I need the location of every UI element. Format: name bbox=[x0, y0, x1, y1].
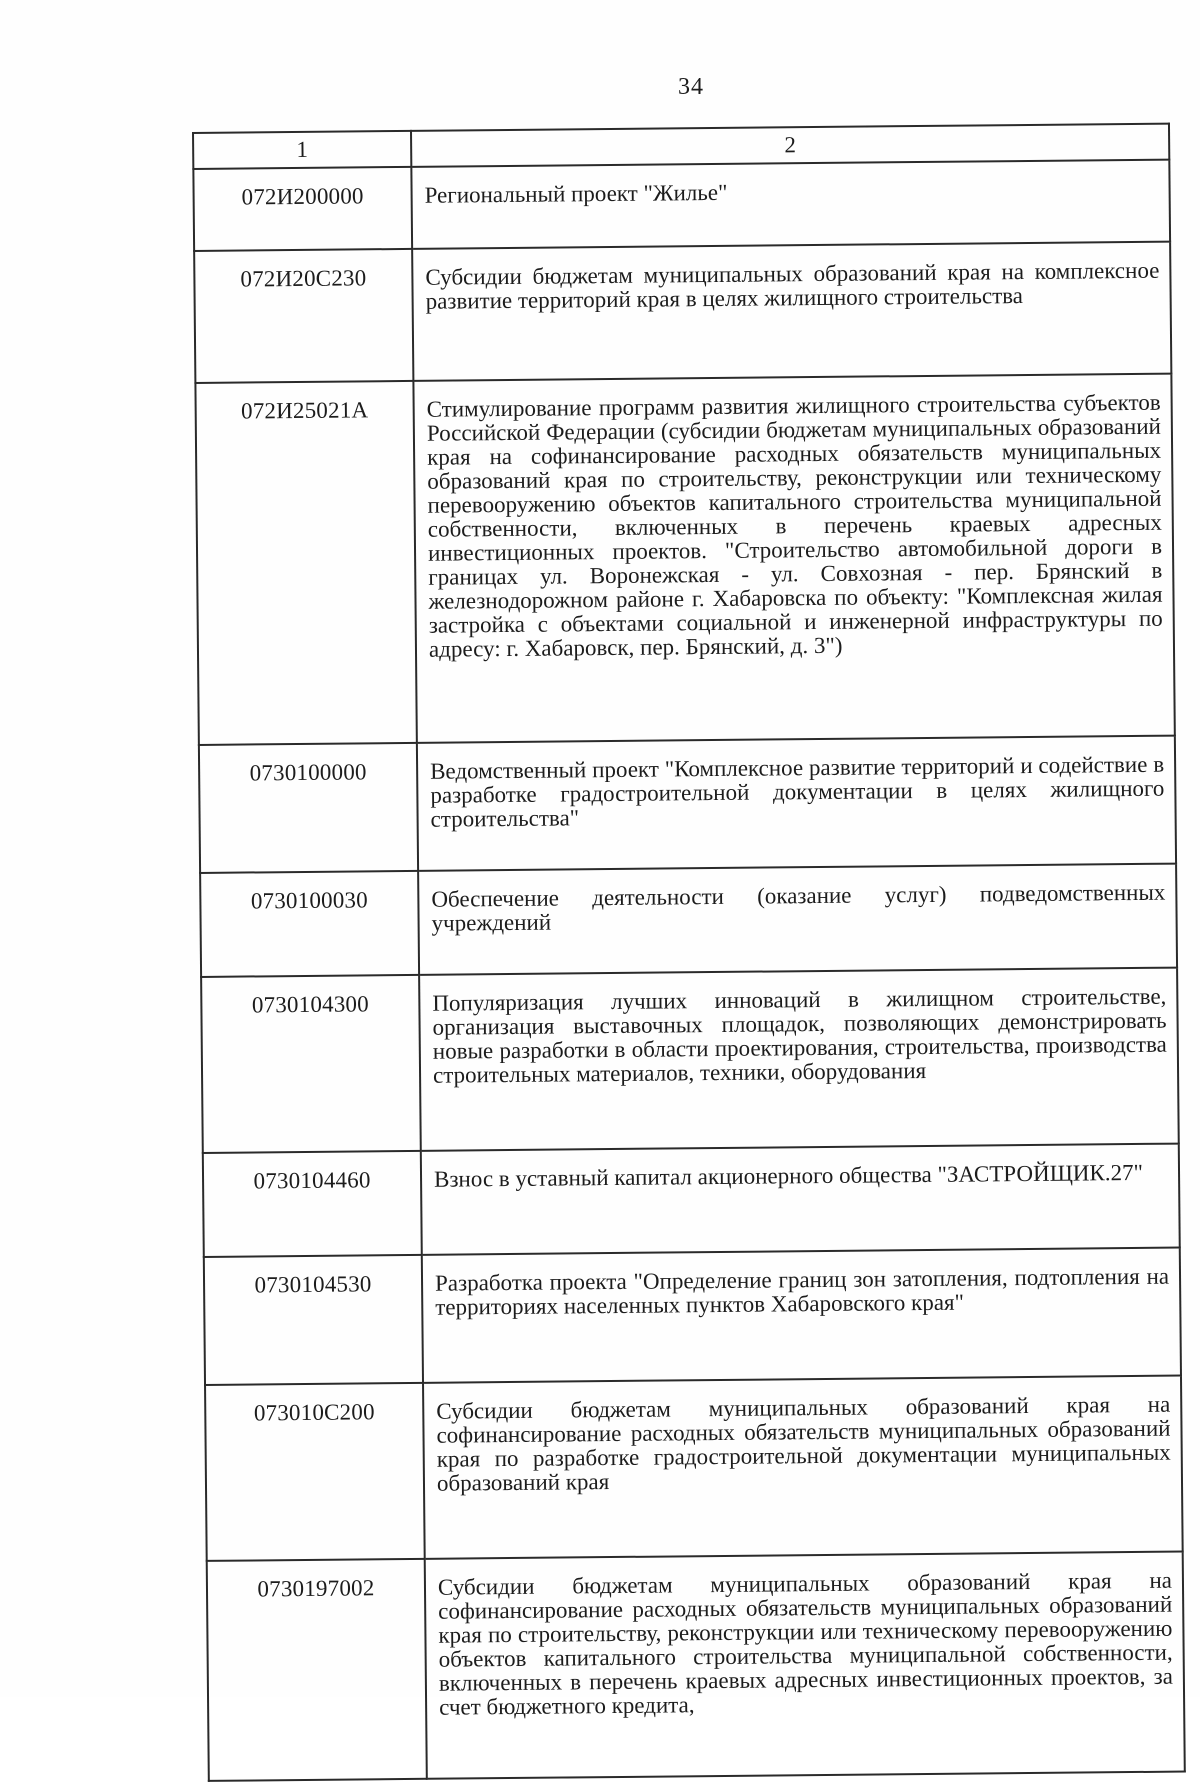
row-description: Популяризация лучших инноваций в жилищном строительстве, организация выставочных площадок, позволяющих демонстрировать новые разработки в области проектирования, строительства, производства строительных материалов, техники, оборудования bbox=[419, 968, 1179, 1151]
table-row bbox=[193, 160, 1170, 251]
row-code: 0730104460 bbox=[203, 1151, 422, 1257]
row-code: 072И25021А bbox=[195, 381, 416, 745]
row-description: Стимулирование программ развития жилищного строительства субъектов Российской Федерации (субсидии бюджетам муниципальных образований края на софинансирование расходных обязательств муниципальных образований края по строительству, реконструкции или техническому перевооружению объектов капитального строительства муниципальной собственности, включенных в перечень краевых адресных инвестиционных проектов. "Строительство автомобильной дороги в границах ул. Воронежская - ул. Совхозная - пер. Брянский в железнодорожном районе г. Хабаровска по объекту: "Комплексная жилая застройка с объектами социальной и инженерной инфраструктуры по адресу: г. Хабаровск, пер. Брянский, д. 3") bbox=[413, 374, 1174, 743]
row-code: 072И200000 bbox=[193, 167, 412, 251]
budget-code-table bbox=[192, 123, 1186, 1782]
row-description: Взнос в уставный капитал акционерного общества "ЗАСТРОЙЩИК.27" bbox=[421, 1144, 1180, 1255]
table-row bbox=[203, 1144, 1180, 1257]
row-code: 0730104300 bbox=[201, 975, 421, 1153]
row-description: Обеспечение деятельности (оказание услуг) подведомственных учреждений bbox=[418, 864, 1177, 975]
row-code: 073010С200 bbox=[205, 1383, 425, 1561]
column-header-description: 2 bbox=[411, 124, 1169, 167]
row-description: Субсидии бюджетам муниципальных образований края на софинансирование расходных обязательств муниципальных образований края по строительству, реконструкции или техническому перевооружению объектов капитального строительства муниципальной собственности, включенных в перечень краевых адресных инвестиционных проектов, за счет бюджетного кредита, bbox=[425, 1552, 1185, 1779]
row-code: 0730100030 bbox=[200, 871, 419, 977]
page-number: 34 bbox=[678, 74, 704, 100]
table-row bbox=[207, 1552, 1185, 1781]
row-description: Ведомственный проект "Комплексное развитие территорий и содействие в разработке градостроительной документации в целях жилищного строительства" bbox=[417, 736, 1176, 871]
row-description: Региональный проект "Жилье" bbox=[411, 160, 1170, 249]
row-code: 0730104530 bbox=[204, 1255, 423, 1385]
row-code: 0730197002 bbox=[207, 1559, 427, 1781]
row-description: Разработка проекта "Определение границ зон затопления, подтопления на территориях населенных пунктов Хабаровского края" bbox=[422, 1248, 1181, 1383]
row-description: Субсидии бюджетам муниципальных образований края на комплексное развитие территорий края в целях жилищного строительства bbox=[412, 242, 1171, 381]
table-row bbox=[205, 1376, 1183, 1561]
table-row bbox=[201, 968, 1179, 1153]
table-row bbox=[199, 736, 1176, 873]
row-code: 072И20С230 bbox=[194, 249, 413, 383]
table-row bbox=[194, 242, 1171, 383]
table-row bbox=[204, 1248, 1181, 1385]
table-row bbox=[195, 374, 1174, 745]
table-row bbox=[200, 864, 1177, 977]
column-header-code: 1 bbox=[193, 131, 411, 169]
row-code: 0730100000 bbox=[199, 743, 418, 873]
row-description: Субсидии бюджетам муниципальных образований края на софинансирование расходных обязательств муниципальных образований края по разработке градостроительной документации муниципальных образований края bbox=[423, 1376, 1183, 1559]
